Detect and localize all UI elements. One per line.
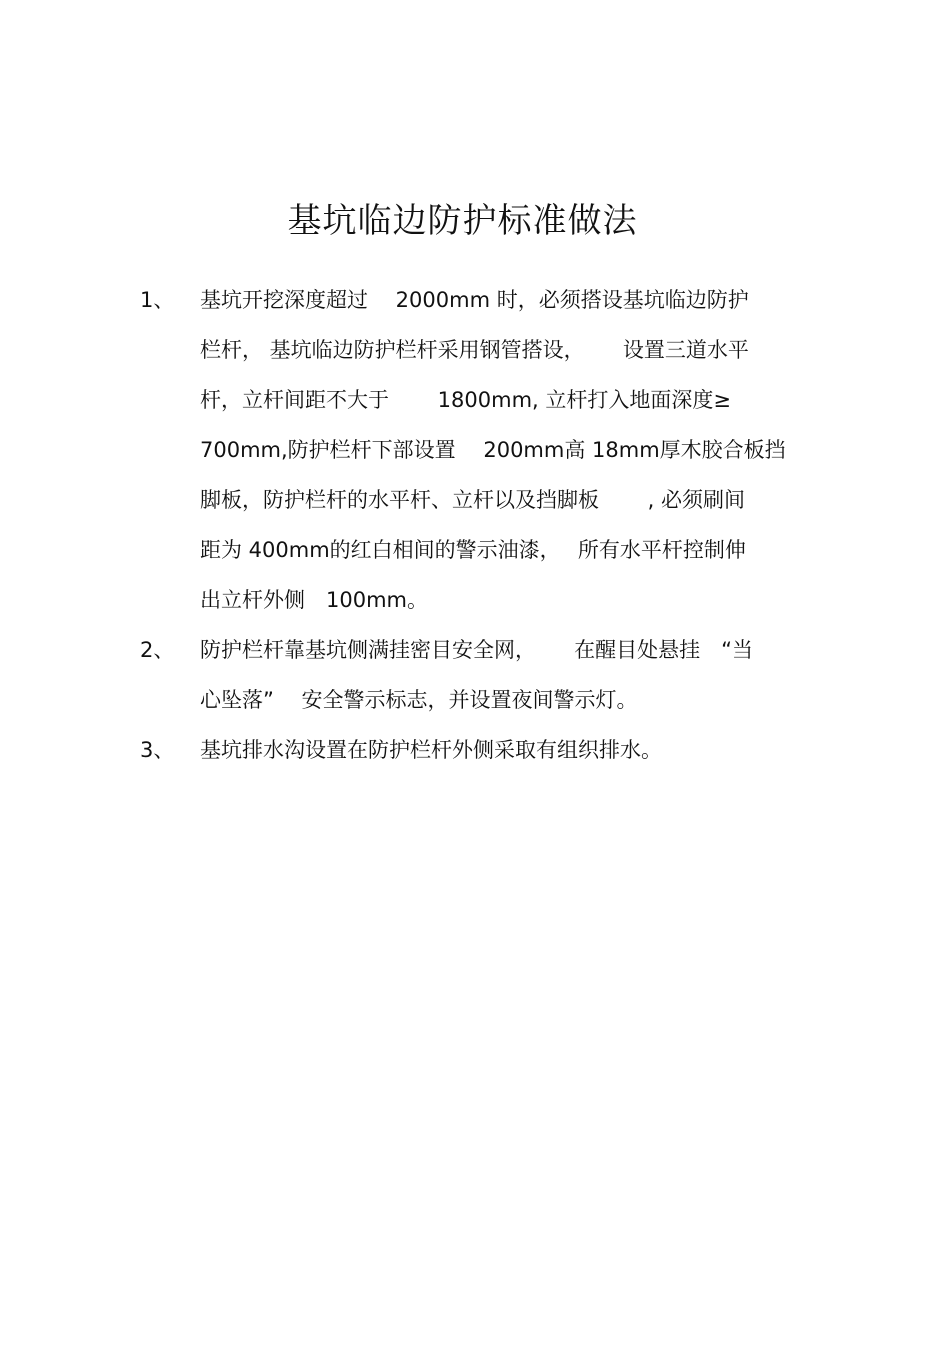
list-item-3 — [140, 725, 820, 775]
list-item-number: 3、 — [140, 738, 175, 762]
text-line: 基坑排水沟设置在防护栏杆外侧采取有组织排水。 — [200, 738, 662, 762]
list-item-2 — [140, 625, 820, 725]
page-title: 基坑临边防护标准做法 — [287, 200, 638, 241]
text-line: 栏杆， 基坑临边防护栏杆采用钢管搭设， 设置三道水平 — [200, 338, 749, 362]
numbered-list — [140, 275, 820, 775]
text-line: 距为 400mm的红白相间的警示油漆， 所有水平杆控制伸 — [200, 538, 746, 562]
text-line: 出立杆外侧 100mm。 — [200, 588, 428, 612]
text-line: 心坠落” 安全警示标志，并设置夜间警示灯。 — [200, 688, 638, 712]
text-line: 防护栏杆靠基坑侧满挂密目安全网， 在醒目处悬挂 “当 — [200, 638, 754, 662]
text-line: 脚板，防护栏杆的水平杆、立杆以及挡脚板 , 必须刷间 — [200, 488, 746, 512]
list-item-number: 1、 — [140, 288, 175, 312]
text-line: 700mm,防护栏杆下部设置 200mm高 18mm厚木胶合板挡 — [200, 438, 786, 462]
text-line: 基坑开挖深度超过 2000mm 时，必须搭设基坑临边防护 — [200, 288, 749, 312]
list-item-number: 2、 — [140, 638, 175, 662]
text-line: 杆，立杆间距不大于 1800mm, 立杆打入地面深度≥ — [200, 388, 731, 412]
list-item-1 — [140, 275, 820, 625]
